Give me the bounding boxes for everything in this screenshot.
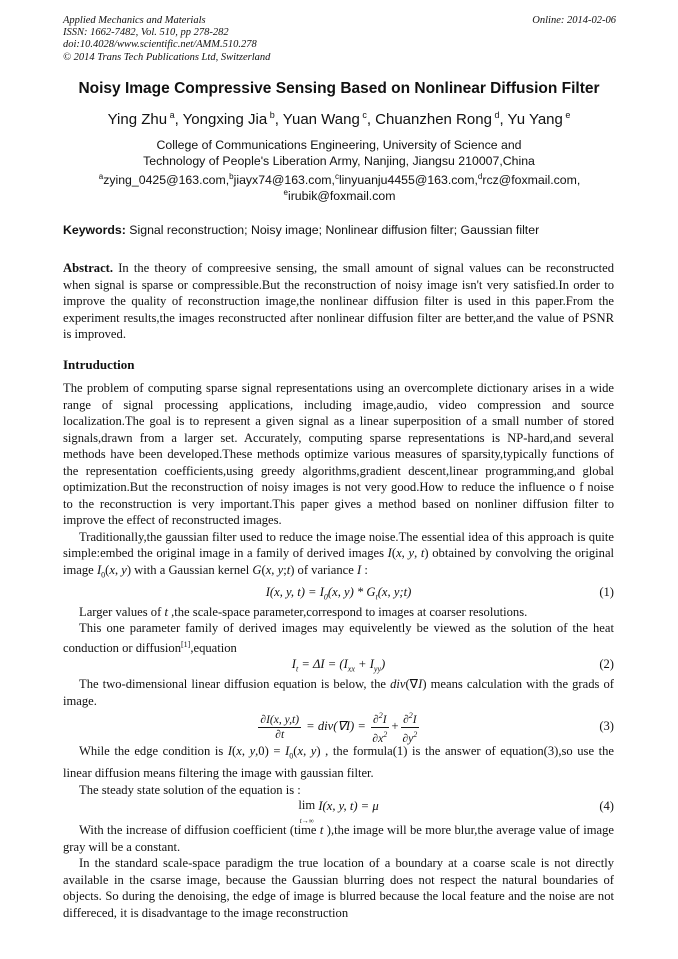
email-mark: c: [334, 171, 339, 181]
paragraph: This one parameter family of derived images may equivelently be viewed as the solution of the heat conduction or diffusion[1],equation: [63, 621, 614, 655]
email-link[interactable]: irubik@foxmail.com: [287, 188, 396, 203]
paragraph: With the increase of diffusion coefficient (time t ),the image will be more blur,the average value of image gray will be a constant.: [63, 823, 615, 854]
abstract: [63, 260, 614, 343]
equation-3: $\frac{\partial I(x, y,t)}{\partial t}$ = div(∇I) = $\frac{\partial^2I}{\partial x^2}$ + $\frac{\partial^2I}{\partial y^2}$ (3): [260, 711, 614, 745]
doi: doi:10.4028/www.scientific.net/AMM.510.278: [63, 39, 257, 51]
keywords-label: Keywords:: [63, 223, 126, 237]
paragraph: The steady state solution of the equation is :: [79, 782, 301, 797]
equation-number: (2): [599, 657, 614, 672]
equation-number: (1): [599, 584, 614, 599]
equation-1: I(x, y, $t) = I_0(x$, $y) * G_t(x$, y;t) (1): [265, 584, 614, 602]
author-mark: a: [169, 110, 175, 120]
paragraph: Traditionally,the gaussian filter used to reduce the image noise.The essential idea of this approach is quite simple:embed the original image in a family of derived images I(x, y, t) obtained by convolving the original image $I_0(x$, y) with a Gaussian kernel G(x, y;t) of variance I :: [63, 529, 615, 580]
author-name: Yu Yang: [507, 111, 563, 128]
equation-4: lim t→∞ I(x, y, t) = μ (4): [298, 798, 614, 826]
affiliation: College of Communications Engineering, University of Science and Technology of People's Liberation Army, Nanjing, Jiangsu 210007,China: [143, 138, 535, 168]
email-mark: d: [477, 171, 483, 181]
section-heading: Intruduction: [63, 357, 135, 372]
paragraph: Larger values of t ,the scale-space parameter,correspond to images at coarser resolutions.: [79, 604, 528, 619]
paragraph: The two-dimensional linear diffusion equation is below, the div(∇I) means calculation with the grads of image.: [63, 677, 614, 708]
email-link[interactable]: zying_0425@163.com,: [103, 173, 230, 187]
author-mark: c: [362, 110, 367, 120]
abstract-label: Abstract.: [63, 261, 114, 275]
author-list: Ying Zhu $^a$, Yongxing Jia $^b$, Yuan Wang $^c$, Chuanzhen Rong $^d$, Yu Yang $^e$: [107, 110, 571, 128]
email-mark: e: [283, 187, 288, 197]
email-mark: a: [98, 171, 104, 181]
email-list: [63, 173, 616, 204]
author-name: Yuan Wang: [282, 111, 360, 128]
email-mark: b: [229, 171, 234, 181]
paragraph: While the edge condition is I(x, $y,0) = I_0(x$, y) , the formula(1) is the answer of equation(3),so use the linear diffusion means filtering the image with gaussian filter.: [63, 744, 615, 781]
author-name: Yongxing Jia: [182, 111, 268, 128]
paper-title: Noisy Image Compressive Sensing Based on Nonlinear Diffusion Filter: [78, 80, 600, 97]
paragraph: In the standard scale-space paradigm the true location of a boundary at a coarse scale is not directly available in the csarse image, because the Gaussian blurring does not respect the natural boundaries of objects. So during the denoising, the edge of image is blurred because the local feature and the noise are not differeced, it is disadvantage to the image reconstruction: [63, 856, 614, 920]
paragraph: The problem of computing sparse signal representations using an overcomplete dictionary arises in a wide range of signal processing applications, including image,audio, video compression and source localization.The goal is to represent a given signal as a linear superposition of a small number of stored signals,drawn from a larger set. Accurately, computing sparse representations is NP-hard,and several methods have been developed.These methods optimize various measures of sparsity,typically functions of the representation coefficients,using greedy algorithms,gradient descent,linear programming,and global optimization.But the reconstruction of noisy images is not very good.How to reduce the influence o f noise to the reconstruction is very important.This paper gives a method based on nonliner diffusion filter to improve the effect of reconstructed images.: [63, 381, 614, 527]
abstract-text: In the theory of compreesive sensing, the small amount of signal values can be reconstructed when signal is sparse or compressible.But the reconstruction of noisy image isn't very satisfied.In order to improve the quality of reconstruction image,the nonlinear diffusion filter is used in this paper.From the experiment results,the images reconstructed after nonlinear diffusion filter are better,and the value of PSNR is improved.: [63, 261, 614, 341]
author-mark: b: [269, 110, 275, 120]
keywords: [63, 223, 616, 237]
author-mark: d: [494, 110, 500, 120]
issn: ISSN: 1662-7482, Vol. 510, pp 278-282: [63, 27, 229, 39]
email-link[interactable]: linyuanju4455@163.com,: [338, 173, 478, 187]
email-link[interactable]: jiayx74@163.com,: [233, 173, 335, 187]
author-name: Ying Zhu: [107, 111, 168, 128]
equation-2: $I_t = \Delta I = (I_{xx} + I_{yy})$ (2): [291, 657, 614, 674]
email-link[interactable]: rcz@foxmail.com,: [482, 173, 581, 187]
introduction-body: [63, 380, 614, 921]
journal-name: Applied Mechanics and Materials: [63, 15, 206, 26]
citation[interactable]: [1]: [181, 639, 191, 649]
keywords-text: Signal reconstruction; Noisy image; Nonlinear diffusion filter; Gaussian filter: [129, 223, 540, 237]
author-name: Chuanzhen Rong: [375, 111, 492, 128]
copyright: © 2014 Trans Tech Publications Ltd, Switzerland: [63, 51, 271, 63]
equation-number: (3): [599, 719, 614, 734]
online-date: Online: 2014-02-06: [532, 15, 616, 26]
journal-header: [63, 15, 616, 64]
equation-number: (4): [599, 799, 614, 814]
author-mark: e: [565, 110, 571, 120]
